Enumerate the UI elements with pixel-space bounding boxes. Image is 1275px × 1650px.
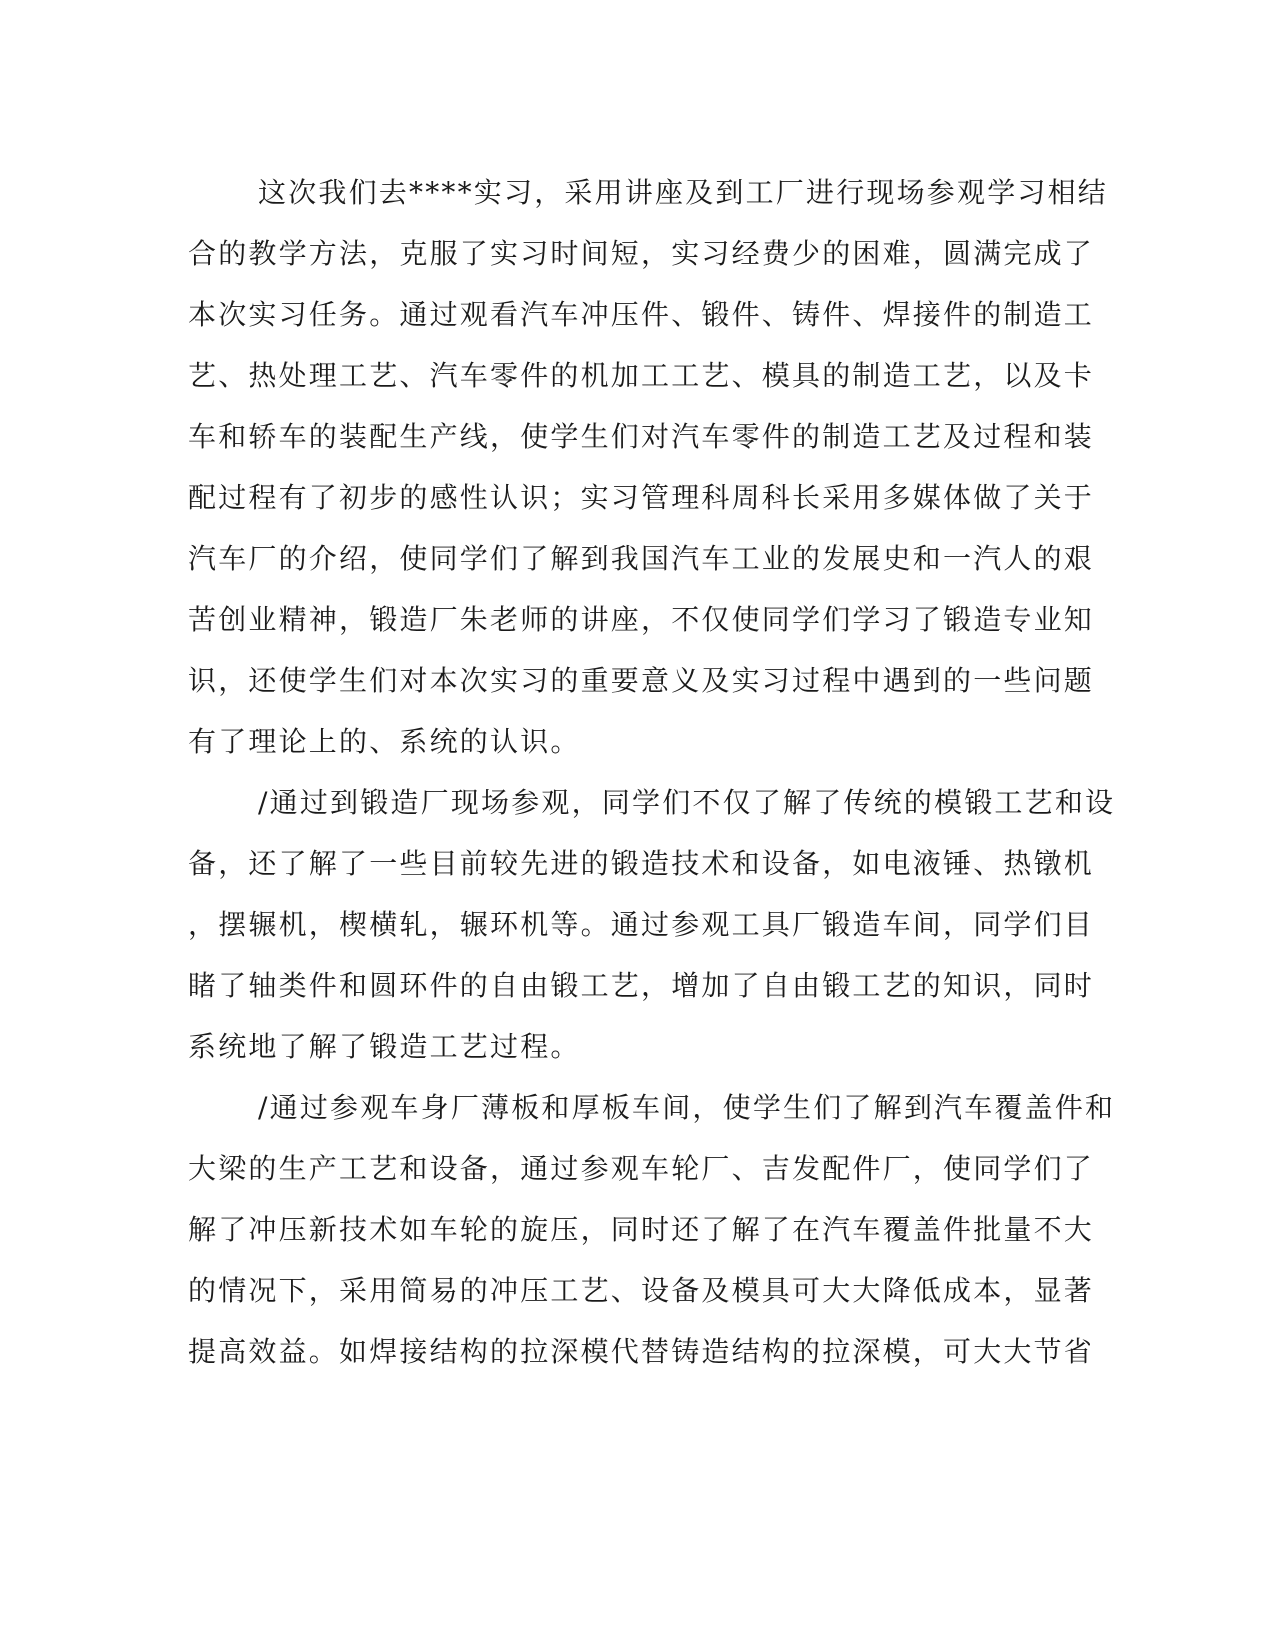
paragraph-1 xyxy=(188,162,1109,772)
text-line: /通过参观车身厂薄板和厚板车间，使学生们了解到汽车覆盖件和 xyxy=(258,1091,1116,1124)
text-line: 苦创业精神，锻造厂朱老师的讲座，不仅使同学们学习了锻造专业知 xyxy=(188,603,1095,636)
text-line: ，摆辗机，楔横轧，辗环机等。通过参观工具厂锻造车间，同学们目 xyxy=(188,908,1095,941)
text-line: 本次实习任务。通过观看汽车冲压件、锻件、铸件、焊接件的制造工 xyxy=(188,298,1095,331)
text-line: 合的教学方法，克服了实习时间短，实习经费少的困难，圆满完成了 xyxy=(188,237,1095,270)
paragraph-2 xyxy=(188,772,1116,1077)
text-line: 的情况下，采用简易的冲压工艺、设备及模具可大大降低成本，显著 xyxy=(188,1274,1095,1307)
document-body xyxy=(188,162,1116,1382)
text-line: 车和轿车的装配生产线，使学生们对汽车零件的制造工艺及过程和装 xyxy=(188,420,1095,453)
text-line: 有了理论上的、系统的认识。 xyxy=(188,725,581,758)
text-line: 系统地了解了锻造工艺过程。 xyxy=(188,1030,581,1063)
text-line: 提高效益。如焊接结构的拉深模代替铸造结构的拉深模，可大大节省 xyxy=(188,1335,1095,1368)
text-line: 识，还使学生们对本次实习的重要意义及实习过程中遇到的一些问题 xyxy=(188,664,1095,697)
text-line: 这次我们去****实习，采用讲座及到工厂进行现场参观学习相结 xyxy=(258,176,1109,209)
text-line: 艺、热处理工艺、汽车零件的机加工工艺、模具的制造工艺，以及卡 xyxy=(188,359,1095,392)
text-line: 解了冲压新技术如车轮的旋压，同时还了解了在汽车覆盖件批量不大 xyxy=(188,1213,1095,1246)
text-line: 汽车厂的介绍，使同学们了解到我国汽车工业的发展史和一汽人的艰 xyxy=(188,542,1095,575)
text-line: 睹了轴类件和圆环件的自由锻工艺，增加了自由锻工艺的知识，同时 xyxy=(188,969,1095,1002)
paragraph-3 xyxy=(188,1077,1116,1382)
text-line: 配过程有了初步的感性认识；实习管理科周科长采用多媒体做了关于 xyxy=(188,481,1095,514)
text-line: 大梁的生产工艺和设备，通过参观车轮厂、吉发配件厂，使同学们了 xyxy=(188,1152,1095,1185)
text-line: 备，还了解了一些目前较先进的锻造技术和设备，如电液锤、热镦机 xyxy=(188,847,1095,880)
text-line: /通过到锻造厂现场参观，同学们不仅了解了传统的模锻工艺和设 xyxy=(258,786,1116,819)
